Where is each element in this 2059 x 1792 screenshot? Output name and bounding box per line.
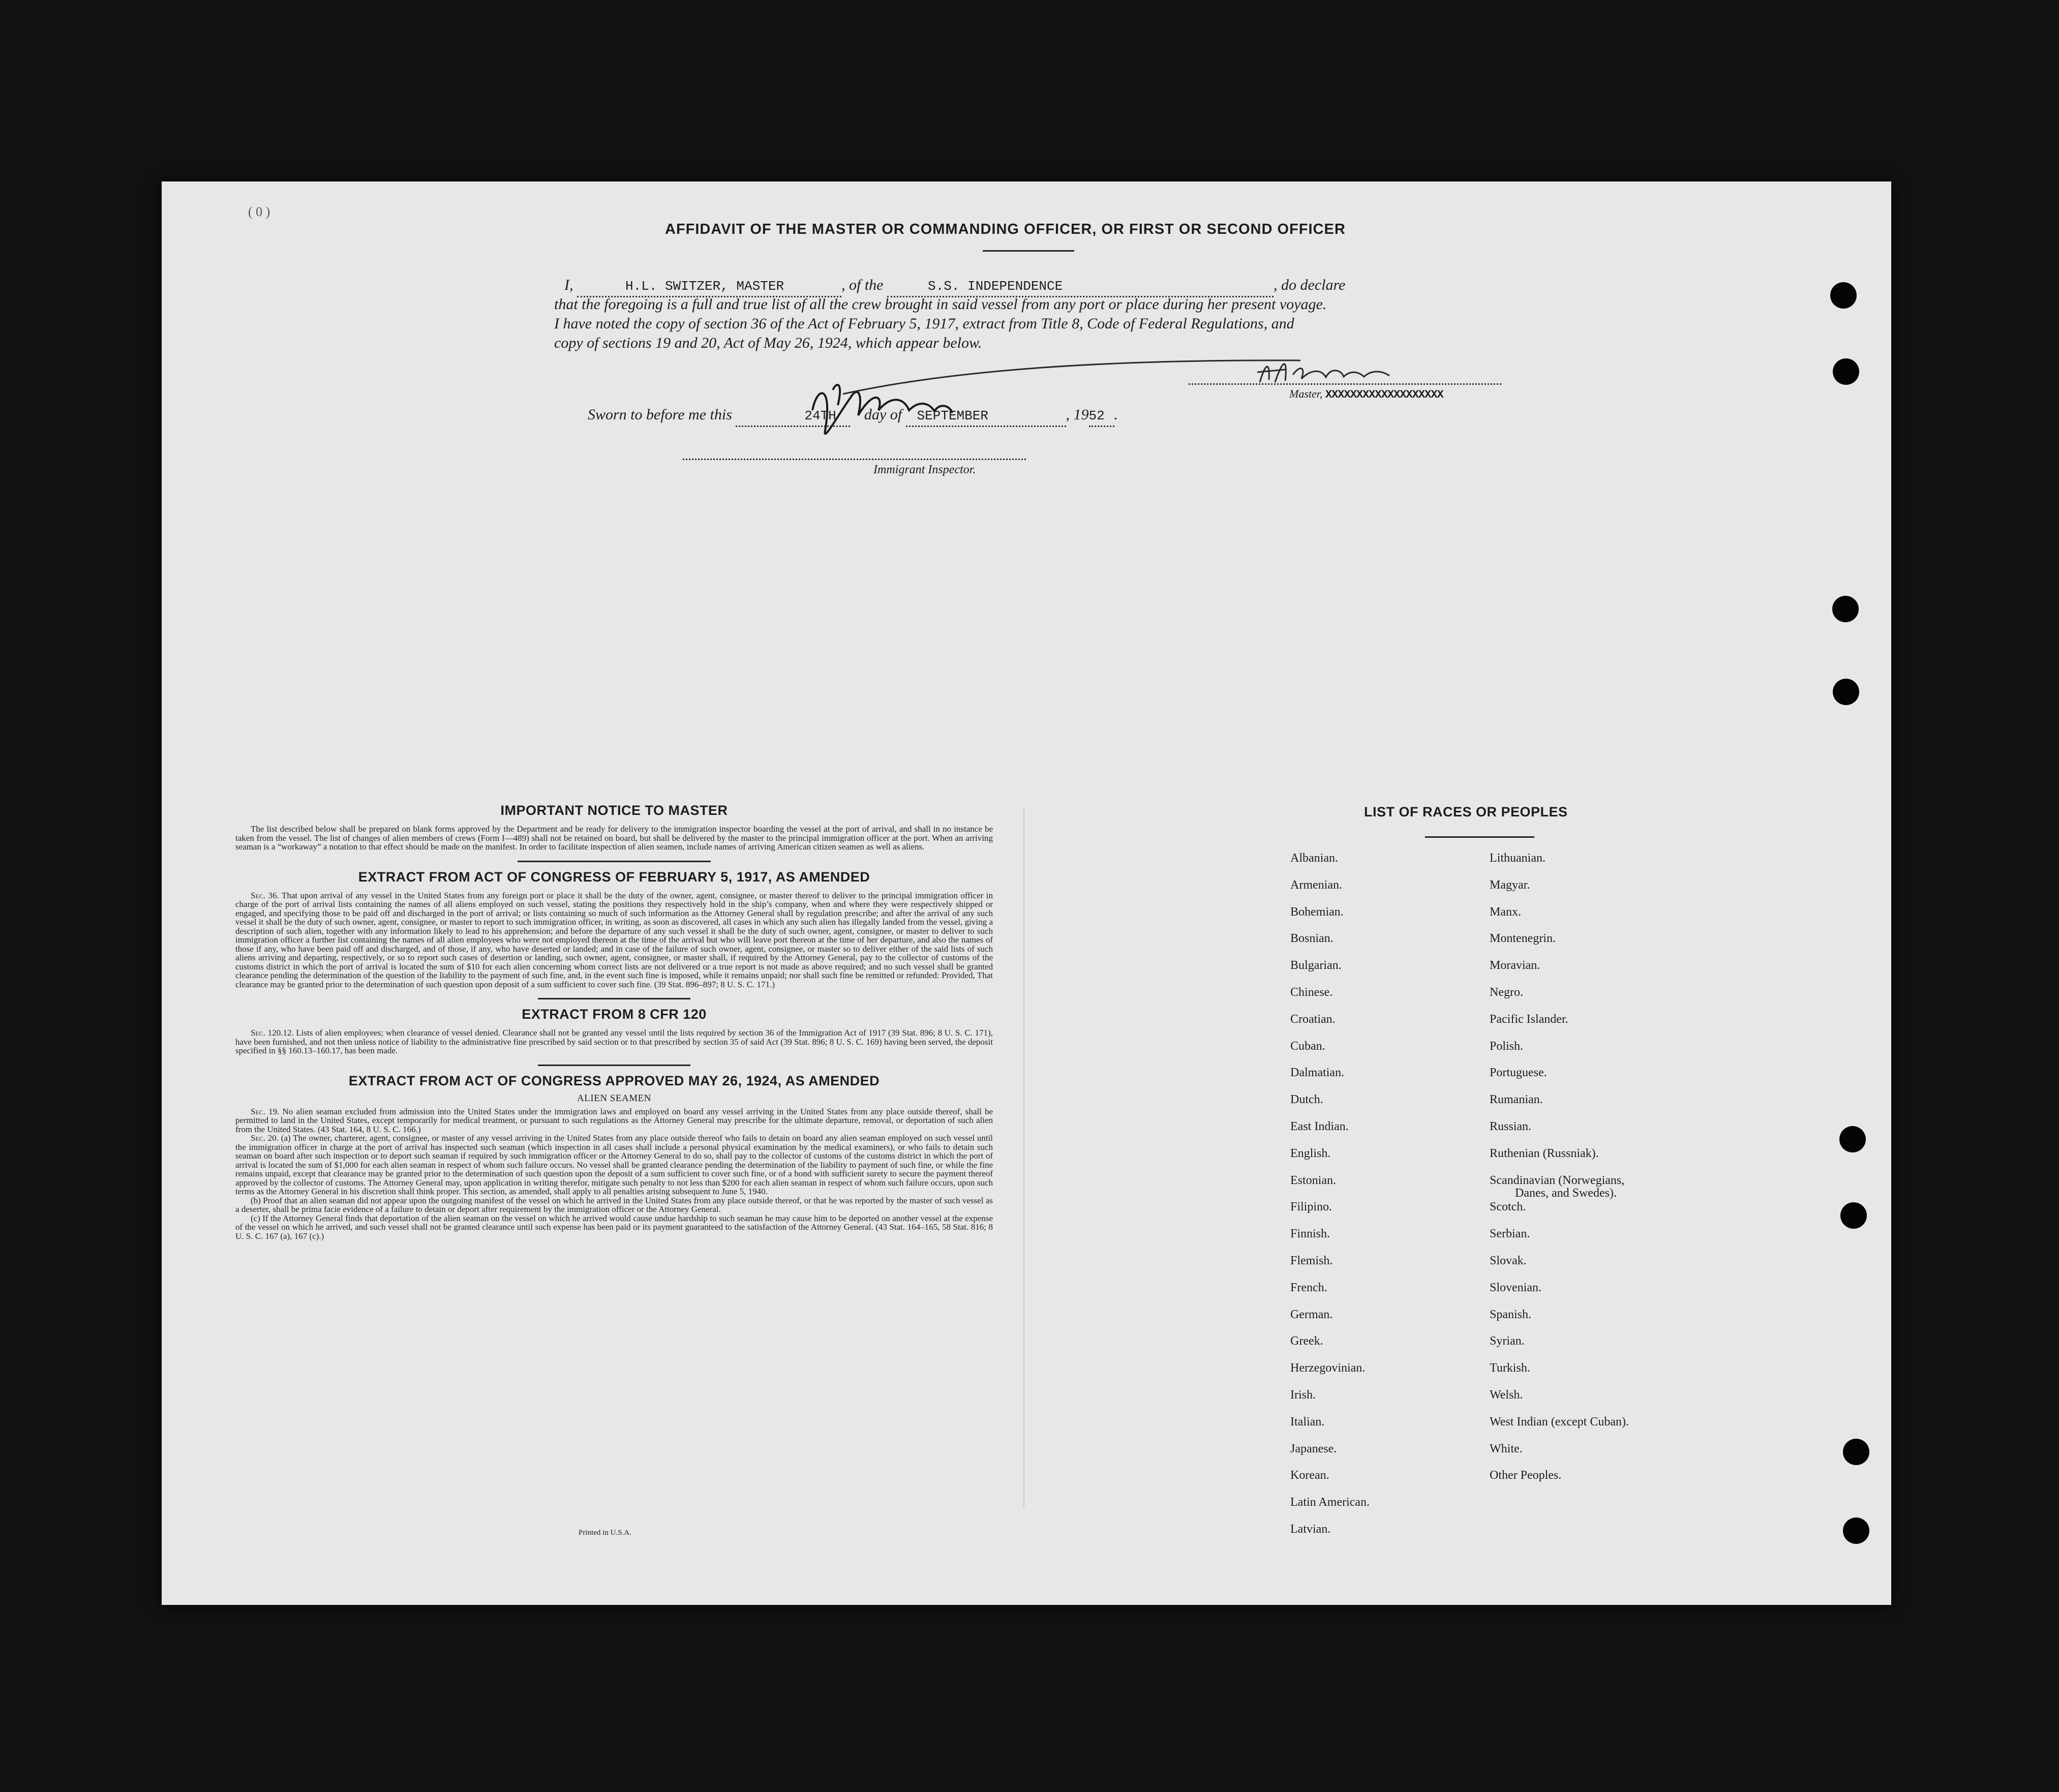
master-label: Master,: [1289, 387, 1323, 400]
race-item: Welsh.: [1490, 1388, 1523, 1402]
cfr-divider: [538, 1065, 690, 1066]
race-item: Flemish.: [1290, 1254, 1333, 1267]
sec20a-paragraph: [235, 1134, 993, 1196]
sec19-body: No alien seaman excluded from admission into the United States under the immigration laws and employed on board any vessel arriving in the United States from any place outside thereof, shall be permitted to land in the United States, except temporarily for medical treatment, or pursuant to such regulations as the Attorney General may prescribe for the ultimate departure, removal, or deportation of such alien from the United States. (43 Stat. 164, 8 U. S. C. 166.): [235, 1106, 993, 1134]
master-label-row: [1289, 387, 1443, 401]
sec36-paragraph: [235, 891, 993, 989]
cfr-sec-label: Sec. 120.12.: [251, 1028, 294, 1038]
race-item: Other Peoples.: [1490, 1469, 1562, 1482]
sworn-month: SEPTEMBER: [917, 408, 988, 423]
inspector-label: Immigrant Inspector.: [873, 463, 976, 476]
declaration-line-4: copy of sections 19 and 20, Act of May 26, 1924, which appear below.: [554, 335, 982, 351]
sec19-label: Sec. 19.: [251, 1106, 280, 1116]
sworn-year: 52: [1088, 408, 1105, 423]
declaration-line-1: [564, 276, 1345, 297]
document-page: [162, 181, 1891, 1605]
binder-hole: [1840, 1202, 1867, 1229]
master-name: H.L. SWITZER, MASTER: [625, 279, 784, 294]
master-name-field: [577, 276, 841, 297]
year-prefix: , 19: [1066, 406, 1089, 423]
race-item: Magyar.: [1490, 878, 1530, 892]
race-item: Croatian.: [1290, 1012, 1336, 1026]
binder-hole: [1839, 1126, 1866, 1152]
race-item: Dutch.: [1290, 1093, 1323, 1107]
sec20b-paragraph: (b) Proof that an alien seaman did not appear upon the outgoing manifest of the vessel on which he arrived in the United States from any place outside thereof, or that he was reported by the master of such vessel as a deserter, shall be prima facie evidence of a failure to detain or deport after requirement by the immigration officer or the Attorney General.: [235, 1195, 993, 1214]
extract-1924-title: EXTRACT FROM ACT OF CONGRESS APPROVED MAY 26, 1924, AS AMENDED: [348, 1073, 880, 1088]
sec20-label: Sec. 20.: [251, 1133, 279, 1143]
sec20a-body: (a) The owner, charterer, agent, consignee, or master of any vessel arriving in the United States from any place outside thereof who fails to detain on board any alien seaman employed on such vessel until the immigration officer in charge at the port of arrival has inspected such seaman (which inspection in all cases shall include a personal physical examination by the medical examiners), or who fails to detain such seaman on board after such inspection or to deport such seaman if required by such immigration officer or the Attorney General to do so, shall pay to the collector of customs of the customs district in which the port of arrival is located the sum of $1,000 for each alien seaman in respect of whom such failure occurs. No vessel shall be granted clearance pending the determination of the liability to payment of such fine, or while the fine remains unpaid, except that clearance may be granted prior to the determination of such question upon the deposit of a sum sufficient to cover such fine, or of a bond with sufficient surety to secure the payment thereof approved by the collector of customs. The Attorney General may, upon application in writing therefor, mitigate such penalty to not less than $200 for each alien seaman in respect of whom such failure occurs, upon such terms as the Attorney General in his discretion shall think proper. This section, as amended, shall apply to all penalties arising subsequent to June 5, 1940.: [235, 1133, 993, 1196]
of-the-text: , of the: [841, 277, 884, 293]
declaration-line-3: I have noted the copy of section 36 of the Act of February 5, 1917, extract from Title 8, Code of Federal Regulations, and: [554, 315, 1294, 332]
printed-in-usa: Printed in U.S.A.: [579, 1529, 631, 1537]
cfr-body: Lists of alien employees; when clearance of vessel denied. Clearance shall not be granted any vessel until the lists required by section 36 of the Immigration Act of 1917 (39 Stat. 896; 8 U. S. C. 171), have been furnished, and not then unless notice of liability to the administrative fine prescribed by said section or to that prescribed by section 35 of said Act (39 Stat. 896; 8 U. S. C. 169) having been served, the deposit specified in §§ 160.13–160.17, has been made.: [235, 1028, 993, 1055]
race-item: Moravian.: [1490, 959, 1540, 973]
race-item: Negro.: [1490, 986, 1523, 999]
race-item: Filipino.: [1290, 1200, 1333, 1214]
race-item: Polish.: [1490, 1039, 1524, 1053]
sec36-body: That upon arrival of any vessel in the United States from any foreign port or place it shall be the duty of the owner, agent, consignee, or master thereof to deliver to the principal immigration officer in charge of the port of arrival lists containing the names of all aliens employed on such vessel, stating the positions they respectively hold in the ship’s company, when and where they were respectively shipped or engaged, and specifying those to be paid off and discharged in the port of arrival; or lists containing so much of such information as the Attorney General shall by regulation prescribe; and after the arrival of any such vessel it shall be the duty of such owner, agent, consignee, or master to report to such immigration officer, in writing, as soon as discovered, all cases in which any such alien has illegally landed from the vessel, giving a description of such alien, together with any information likely to lead to his apprehension; and before the departure of any such vessel it shall be the duty of such owner, agent, consignee, or master to deliver to such immigration officer a further list containing the names of all alien employees who were not employed thereon at the time of the arrival but who will leave port thereon at the time of her departure, and also the names of those if any, who have been paid off and discharged, and of those, if any, who have deserted or landed; and in case of the failure of such owner, agent, consignee, or master so to deliver either of the said lists of such aliens arriving and departing, respectively, or so to report such cases of desertion or landing, such owner, agent, consignee, or master shall, if required by the Attorney General, pay to the collector of customs of the customs district in which the port of arrival is located the sum of $10 for each alien concerning whom correct lists are not delivered or a true report is not made as above required; and no such vessel shall be granted clearance pending the determination of the question of the liability to the payment of such fine, and, in the event such fine is imposed, while it remains unpaid; nor shall such fine be remitted or refunded: Provided, That clearance may be granted prior to the determination of such question upon deposit of a sum sufficient to cover such fine. (39 Stat. 896–897; 8 U. S. C. 171.): [235, 890, 993, 989]
struck-officer-titles: XXXXXXXXXXXXXXXXXXX: [1325, 388, 1443, 401]
corner-mark: ( 0 ): [248, 204, 270, 219]
sec20c-paragraph: (c) If the Attorney General finds that deportation of the alien seaman on the vessel on which he arrived would cause undue hardship to such seaman he may cause him to be deported on another vessel at the expense of the vessel on which he arrived, and such vessel shall not be granted clearance until such expense has been paid or its payment guaranteed to the satisfaction of the Attorney General. (43 Stat. 164–165, 58 Stat. 816; 8 U. S. C. 167 (a), 167 (c).): [235, 1213, 993, 1241]
sec19-paragraph: [235, 1107, 993, 1134]
sworn-period: .: [1114, 406, 1118, 423]
race-item: Armenian.: [1290, 878, 1342, 892]
race-item: Spanish.: [1490, 1308, 1532, 1321]
page-fold: [1023, 807, 1024, 1508]
race-item: Pacific Islander.: [1490, 1012, 1568, 1026]
race-item: Dalmatian.: [1290, 1066, 1344, 1080]
notice-body: The list described below shall be prepared on blank forms approved by the Department and be ready for delivery to the immigration inspector boarding the vessel at the port of arrival, and shall in no instance be taken from the vessel. The list of changes of alien members of crews (Form I—489) shall not be retained on board, but shall be delivered by the master to the principal immigration officer at the port. When an arriving seaman is a “workaway” a notation to that effect should be made on the manifest. In order to facilitate inspection of alien seamen, include names of arriving American citizen seamen as well as aliens.: [235, 824, 993, 852]
sec36-label: Sec. 36.: [251, 890, 279, 900]
race-item: Scandinavian (Norwegians,: [1490, 1173, 1625, 1187]
race-item: Montenegrin.: [1490, 932, 1556, 946]
sworn-prefix: Sworn to before me this: [588, 406, 732, 423]
race-item: Turkish.: [1490, 1361, 1530, 1375]
race-item: Irish.: [1290, 1388, 1316, 1402]
cfr-text: [235, 1028, 993, 1055]
race-item: Portuguese.: [1490, 1066, 1547, 1080]
race-item: Herzegovinian.: [1290, 1361, 1366, 1375]
race-item: Manx.: [1490, 905, 1521, 919]
race-item: Latin American.: [1290, 1496, 1370, 1509]
race-item: Bosnian.: [1290, 932, 1334, 946]
race-item: Cuban.: [1290, 1039, 1325, 1053]
race-item: German.: [1290, 1308, 1333, 1321]
legal-column: [235, 803, 993, 1240]
race-item: Estonian.: [1290, 1173, 1336, 1187]
race-item: White.: [1490, 1442, 1523, 1455]
alien-seamen-subtitle: ALIEN SEAMEN: [577, 1092, 651, 1104]
race-item: French.: [1290, 1281, 1327, 1294]
race-item: Lithuanian.: [1490, 852, 1546, 865]
race-item: Ruthenian (Russniak).: [1490, 1146, 1599, 1160]
binder-hole: [1830, 282, 1857, 309]
cfr-paragraph: [235, 1028, 993, 1055]
vessel-field: [887, 276, 1274, 297]
binder-hole: [1833, 358, 1859, 385]
declaration-line-2: that the foregoing is a full and true list of all the crew brought in said vessel from any port or place during her present voyage.: [554, 296, 1327, 313]
race-item: East Indian.: [1290, 1120, 1349, 1133]
race-item: Slovenian.: [1490, 1281, 1541, 1294]
declaration-i: I,: [564, 277, 573, 293]
sworn-day: 24TH: [804, 408, 836, 423]
race-item: Syrian.: [1490, 1334, 1525, 1348]
vessel-name: S.S. INDEPENDENCE: [928, 279, 1063, 294]
race-item: Russian.: [1490, 1120, 1532, 1133]
notice-divider: [518, 861, 711, 862]
notice-title: IMPORTANT NOTICE TO MASTER: [500, 803, 728, 818]
inspector-signature: [802, 354, 1311, 446]
race-item: Serbian.: [1490, 1227, 1530, 1241]
race-item: Rumanian.: [1490, 1093, 1543, 1107]
do-declare-text: , do declare: [1274, 277, 1346, 293]
binder-hole: [1843, 1517, 1869, 1544]
race-item: Finnish.: [1290, 1227, 1330, 1241]
race-item: Slovak.: [1490, 1254, 1527, 1267]
binder-hole: [1832, 596, 1859, 622]
race-item: Japanese.: [1290, 1442, 1337, 1455]
race-item: Albanian.: [1290, 852, 1338, 865]
race-item: Korean.: [1290, 1469, 1329, 1482]
race-item: Scotch.: [1490, 1200, 1526, 1214]
extract-1917-text: [235, 891, 993, 989]
binder-hole: [1843, 1439, 1869, 1465]
binder-hole: [1833, 679, 1859, 705]
extract-1917-divider: [538, 998, 690, 999]
race-item: Bulgarian.: [1290, 959, 1342, 973]
race-item: Greek.: [1290, 1334, 1323, 1348]
race-item: Danes, and Swedes).: [1515, 1186, 1617, 1200]
race-item: English.: [1290, 1146, 1331, 1160]
race-item: West Indian (except Cuban).: [1490, 1415, 1629, 1429]
races-divider: [1425, 836, 1534, 838]
day-of-text: day of: [864, 406, 902, 423]
extract-1924-text: [235, 1107, 993, 1241]
race-item: Chinese.: [1290, 986, 1333, 999]
race-item: Bohemian.: [1290, 905, 1344, 919]
title-underline: [983, 250, 1074, 252]
race-item: Latvian.: [1290, 1523, 1331, 1536]
notice-text: [235, 825, 993, 852]
extract-1917-title: EXTRACT FROM ACT OF CONGRESS OF FEBRUARY 5, 1917, AS AMENDED: [358, 869, 870, 885]
cfr-title: EXTRACT FROM 8 CFR 120: [522, 1007, 707, 1022]
affidavit-title: AFFIDAVIT OF THE MASTER OR COMMANDING OFFICER, OR FIRST OR SECOND OFFICER: [665, 221, 1346, 237]
race-item: Italian.: [1290, 1415, 1325, 1429]
races-title: LIST OF RACES OR PEOPLES: [1364, 804, 1568, 819]
